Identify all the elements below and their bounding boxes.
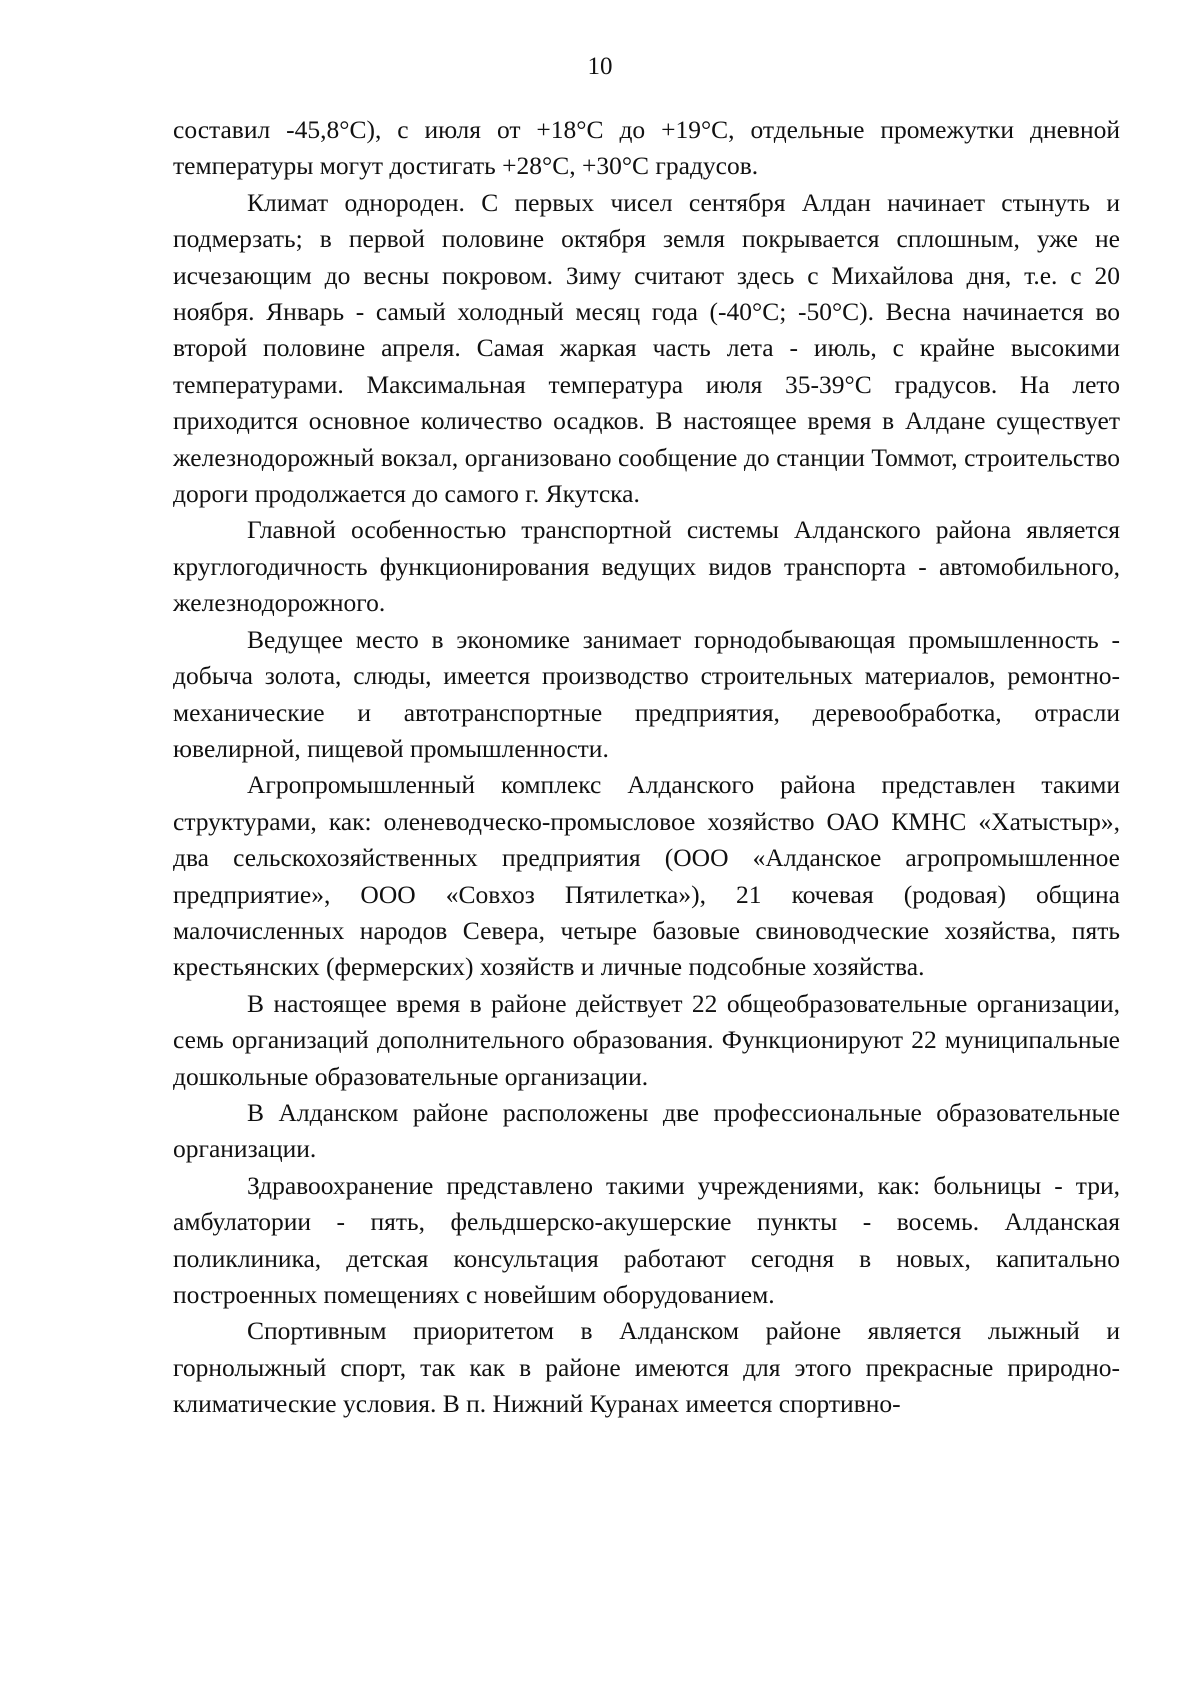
paragraph-healthcare: Здравоохранение представлено такими учреждениями, как: больницы - три, амбулатории - пять, фельдшерско-акушерские пункты - восемь. Алданская поликлиника, детская консультация работают сегодня в новых, капитально построенных помещениях с новейшим оборудованием.	[173, 1170, 1120, 1309]
paragraph-transport: Главной особенностью транспортной системы Алданского района является круглогодичность функционирования ведущих видов транспорта - автомобильного, железнодорожного.	[173, 515, 1120, 618]
document-body	[173, 112, 1120, 1423]
paragraph-temperature-continued: составил -45,8°С), с июля от +18°С до +19°С, отдельные промежутки дневной температуры могут достигать +28°С, +30°С градусов.	[173, 115, 1120, 181]
paragraph-agriculture: Агропромышленный комплекс Алданского района представлен такими структурами, как: оленеводческо-промысловое хозяйство ОАО КМНС «Хатыстыр», два сельскохозяйственных предприятия (ООО «Алданское агропромышленное предприятие», ООО «Совхоз Пятилетка»), 21 кочевая (родовая) община малочисленных народов Севера, четыре базовые свиноводческие хозяйства, пять крестьянских (фермерских) хозяйств и личные подсобные хозяйства.	[173, 770, 1120, 982]
paragraph-education: В настоящее время в районе действует 22 общеобразовательные организации, семь организаций дополнительного образования. Функционируют 22 муниципальные дошкольные образовательные организации.	[173, 988, 1120, 1091]
paragraph-economy: Ведущее место в экономике занимает горнодобывающая промышленность - добыча золота, слюды, имеется производство строительных материалов, ремонтно-механические и автотранспортные предприятия, деревообработка, отрасли ювелирной, пищевой промышленности.	[173, 624, 1120, 763]
paragraph-sports: Спортивным приоритетом в Алданском районе является лыжный и горнолыжный спорт, так как в районе имеются для этого прекрасные природно-климатические условия. В п. Нижний Куранах имеется спортивно-	[173, 1316, 1120, 1419]
paragraph-professional-education: В Алданском районе расположены две профессиональные образовательные организации.	[173, 1097, 1120, 1164]
paragraph-climate: Климат однороден. С первых чисел сентября Алдан начинает стынуть и подмерзать; в первой половине октября земля покрывается сплошным, уже не исчезающим до весны покровом. Зиму считают здесь с Михайлова дня, т.е. с 20 ноября. Январь - самый холодный месяц года (-40°С; -50°С). Весна начинается во второй половине апреля. Самая жаркая часть лета - июль, с крайне высокими температурами. Максимальная температура июля 35-39°С градусов. На лето приходится основное количество осадков. В настоящее время в Алдане существует железнодорожный вокзал, организовано сообщение до станции Томмот, строительство дороги продолжается до самого г. Якутска.	[173, 187, 1120, 509]
page-number: 10	[587, 53, 613, 80]
